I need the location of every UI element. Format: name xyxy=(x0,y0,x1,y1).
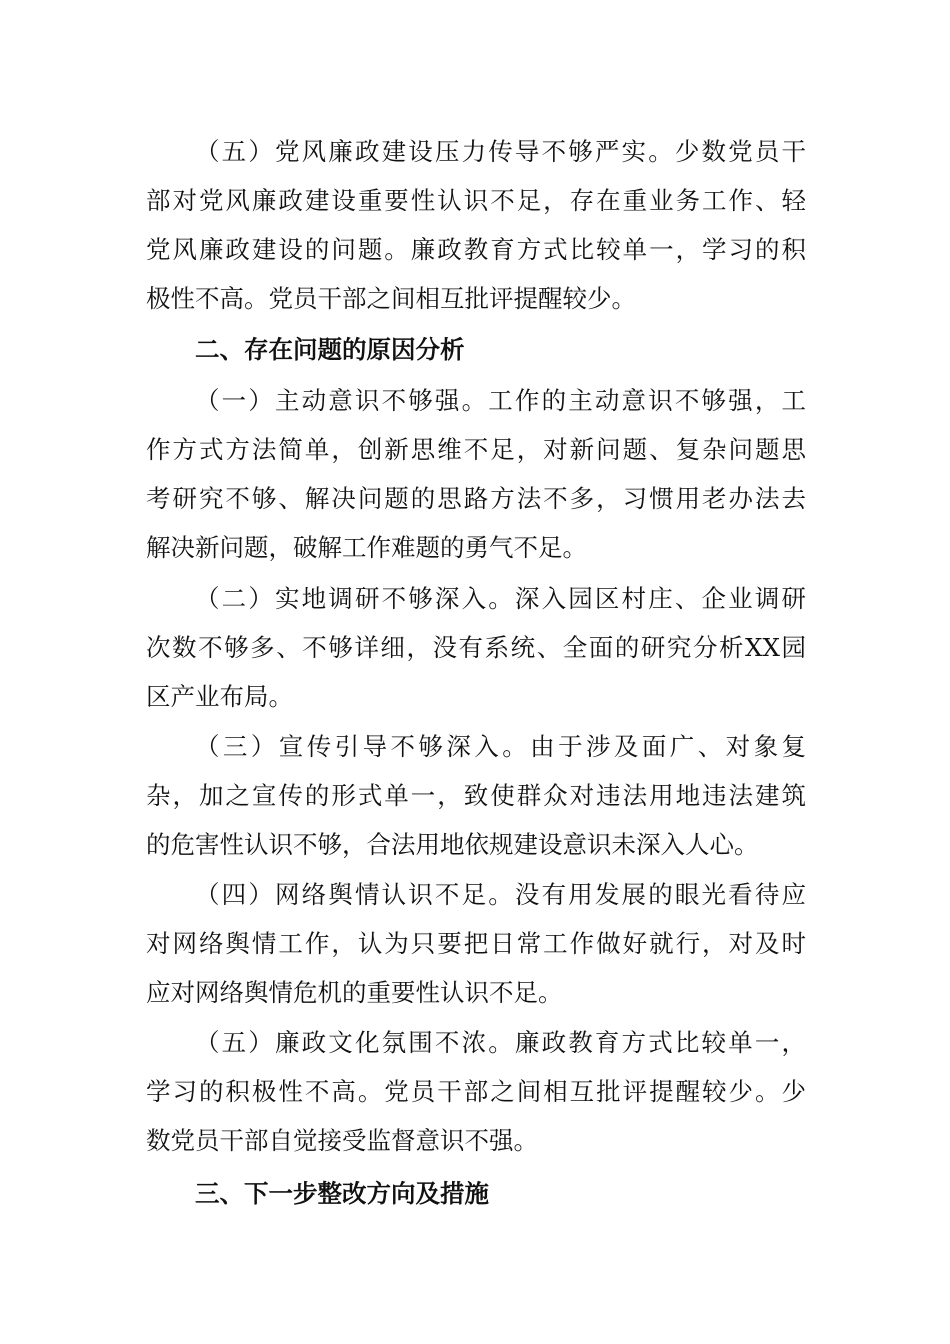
cause-4-line-3: 应对网络舆情危机的重要性认识不足。 xyxy=(146,978,563,1007)
cause-4-line-2: 对网络舆情工作，认为只要把日常工作做好就行，对及时 xyxy=(146,929,806,958)
cause-2-line-3: 区产业布局。 xyxy=(146,682,293,711)
section-heading-3: 三、下一步整改方向及措施 xyxy=(195,1179,489,1208)
paragraph-5-line-3: 党风廉政建设的问题。廉政教育方式比较单一，学习的积 xyxy=(146,235,806,264)
cause-3-line-2: 杂，加之宣传的形式单一，致使群众对违法用地违法建筑 xyxy=(146,781,806,810)
cause-4-line-1: （四）网络舆情认识不足。没有用发展的眼光看待应 xyxy=(195,880,806,909)
cause-3-line-3: 的危害性认识不够，合法用地依规建设意识未深入人心。 xyxy=(146,830,759,859)
cause-2-line-2: 次数不够多、不够详细，没有系统、全面的研究分析XX园 xyxy=(146,633,806,662)
cause-5-line-1: （五）廉政文化氛围不浓。廉政教育方式比较单一， xyxy=(195,1028,806,1057)
cause-1-line-3: 考研究不够、解决问题的思路方法不多，习惯用老办法去 xyxy=(146,484,806,513)
cause-3-line-1: （三）宣传引导不够深入。由于涉及面广、对象复 xyxy=(195,732,806,761)
paragraph-5-line-1: （五）党风廉政建设压力传导不够严实。少数党员干 xyxy=(195,137,806,166)
cause-5-line-3: 数党员干部自觉接受监督意识不强。 xyxy=(146,1126,538,1155)
paragraph-5-line-2: 部对党风廉政建设重要性认识不足，存在重业务工作、轻 xyxy=(146,186,806,215)
cause-1-line-4: 解决新问题，破解工作难题的勇气不足。 xyxy=(146,533,587,562)
cause-2-line-1: （二）实地调研不够深入。深入园区村庄、企业调研 xyxy=(195,584,806,613)
cause-1-line-1: （一）主动意识不够强。工作的主动意识不够强，工 xyxy=(195,386,806,415)
cause-1-line-2: 作方式方法简单，创新思维不足，对新问题、复杂问题思 xyxy=(146,435,806,464)
paragraph-5-line-4: 极性不高。党员干部之间相互批评提醒较少。 xyxy=(146,284,636,313)
section-heading-2: 二、存在问题的原因分析 xyxy=(195,335,465,364)
cause-5-line-2: 学习的积极性不高。党员干部之间相互批评提醒较少。少 xyxy=(146,1077,806,1106)
